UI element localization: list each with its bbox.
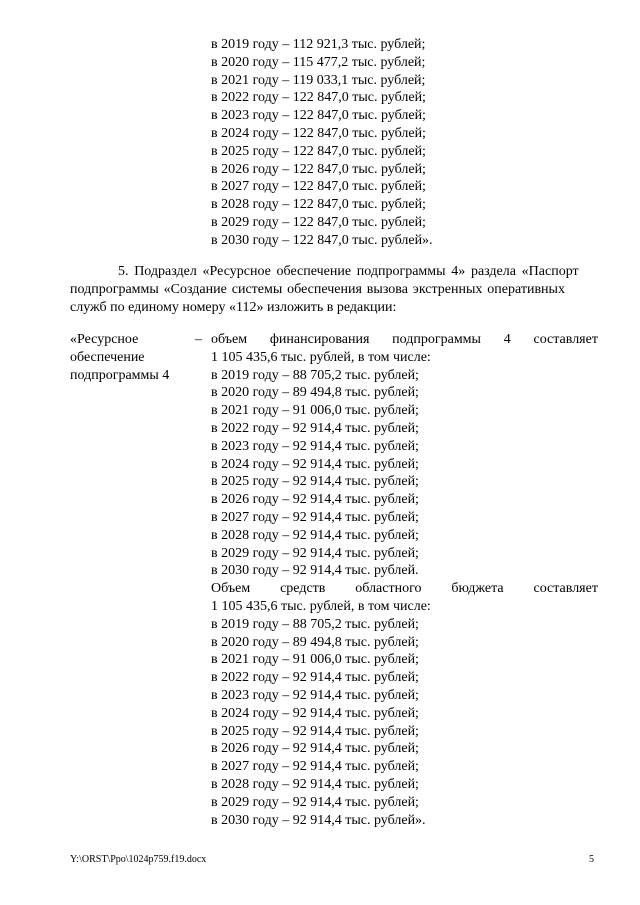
list-item: в 2026 году – 92 914,4 тыс. рублей; [211, 741, 419, 757]
table-dash: – [195, 332, 202, 347]
list-item: в 2027 году – 122 847,0 тыс. рублей; [211, 179, 426, 195]
list-item: в 2022 году – 92 914,4 тыс. рублей; [211, 420, 419, 436]
list-item: в 2024 году – 92 914,4 тыс. рублей; [211, 705, 419, 721]
left-cell-line: «Ресурсное [70, 332, 139, 347]
list-item: в 2019 году – 88 705,2 тыс. рублей; [211, 367, 419, 383]
amendment-paragraph [70, 263, 596, 316]
paragraph-line: 5. Подраздел «Ресурсное обеспечение подпрограммы 4» раздела «Паспорт [118, 264, 579, 279]
list-item: в 2020 году – 89 494,8 тыс. рублей; [211, 385, 419, 401]
list-item: в 2024 году – 92 914,4 тыс. рублей; [211, 456, 419, 472]
list-item: в 2020 году – 89 494,8 тыс. рублей; [211, 634, 419, 650]
page-number: 5 [589, 854, 594, 865]
list-item: в 2025 году – 122 847,0 тыс. рублей; [211, 143, 426, 159]
list-item: в 2030 году – 92 914,4 тыс. рублей». [211, 812, 426, 828]
left-cell-line: обеспечение [70, 349, 145, 365]
budget-total-line: 1 105 435,6 тыс. рублей, в том числе: [211, 598, 431, 614]
list-item: в 2028 году – 92 914,4 тыс. рублей; [211, 776, 419, 792]
list-item: в 2027 году – 92 914,4 тыс. рублей; [211, 509, 419, 525]
list-item: в 2029 году – 92 914,4 тыс. рублей; [211, 794, 419, 810]
list-item: в 2028 году – 92 914,4 тыс. рублей; [211, 527, 419, 543]
paragraph-line: служб по единому номеру «112» изложить в редакции: [70, 299, 397, 315]
list-item: в 2023 году – 92 914,4 тыс. рублей; [211, 687, 419, 703]
budget-line: Объем средств областного бюджета составляет [211, 581, 598, 597]
list-item: в 2025 году – 92 914,4 тыс. рублей; [211, 474, 419, 490]
intro-line: объем финансирования подпрограммы 4 составляет [211, 332, 598, 347]
table-left-cell [70, 331, 200, 384]
list-item: в 2024 году – 122 847,0 тыс. рублей; [211, 125, 426, 141]
left-cell-line: подпрограммы 4 [70, 367, 170, 383]
list-item: в 2029 году – 122 847,0 тыс. рублей; [211, 214, 426, 230]
list-item: в 2019 году – 112 921,3 тыс. рублей; [211, 37, 426, 52]
list-item: в 2021 году – 91 006,0 тыс. рублей; [211, 403, 419, 419]
list-item: в 2026 году – 92 914,4 тыс. рублей; [211, 492, 419, 508]
list-item: в 2020 году – 115 477,2 тыс. рублей; [211, 54, 426, 70]
list-item: в 2027 году – 92 914,4 тыс. рублей; [211, 759, 419, 775]
list-item: в 2030 году – 92 914,4 тыс. рублей. [211, 563, 419, 579]
list-item: в 2022 году – 122 847,0 тыс. рублей; [211, 90, 426, 106]
list-item: в 2021 году – 119 033,1 тыс. рублей; [211, 72, 426, 88]
paragraph-line: подпрограммы «Создание системы обеспечения вызова экстренных оперативных [70, 281, 565, 297]
list-item: в 2019 году – 88 705,2 тыс. рублей; [211, 616, 419, 632]
list-item: в 2021 году – 91 006,0 тыс. рублей; [211, 652, 419, 668]
top-funding-list [211, 36, 601, 250]
list-item: в 2026 году – 122 847,0 тыс. рублей; [211, 161, 426, 177]
table-right-cell [211, 331, 598, 829]
list-item: в 2029 году – 92 914,4 тыс. рублей; [211, 545, 419, 561]
footer-file-path: Y:\ORST\Ppo\1024p759.f19.docx [70, 854, 207, 865]
list-item: в 2028 году – 122 847,0 тыс. рублей; [211, 197, 426, 213]
list-item: в 2025 году – 92 914,4 тыс. рублей; [211, 723, 419, 739]
list-item: в 2023 году – 122 847,0 тыс. рублей; [211, 108, 426, 124]
list-item: в 2030 году – 122 847,0 тыс. рублей». [211, 232, 433, 248]
list-item: в 2022 году – 92 914,4 тыс. рублей; [211, 670, 419, 686]
list-item: в 2023 году – 92 914,4 тыс. рублей; [211, 438, 419, 454]
intro-total-line: 1 105 435,6 тыс. рублей, в том числе: [211, 349, 431, 365]
